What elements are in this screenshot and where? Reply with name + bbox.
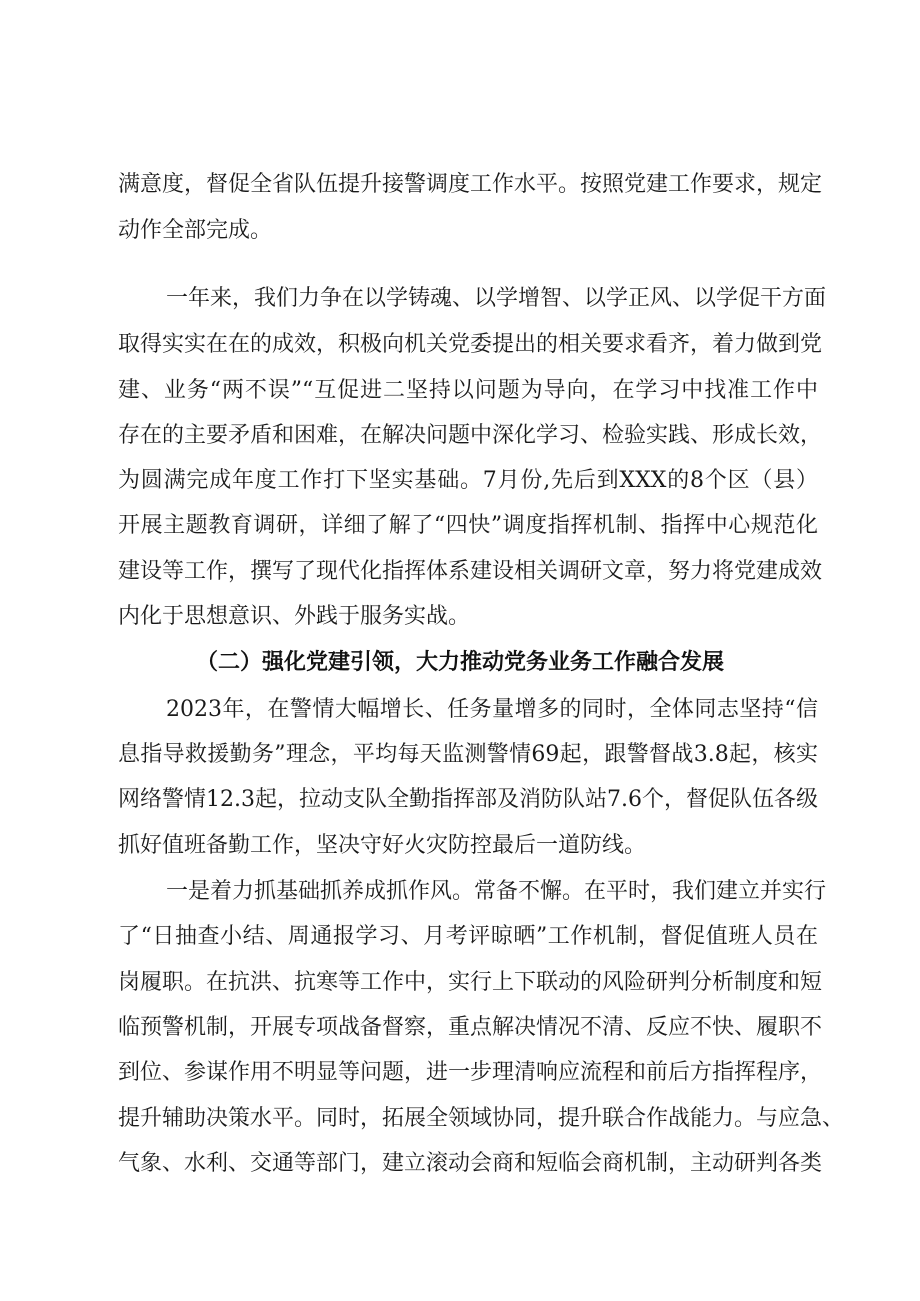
body-text-line: 为圆满完成年度工作打下坚实基础。7月份,先后到XXX的8个区（县） <box>118 468 818 493</box>
body-text-line: 抓好值班备勤工作，坚决守好火灾防控最后一道防线。 <box>118 833 647 858</box>
body-text-line: 息指导救援勤务”理念，平均每天监测警情69起，跟警督战3.8起，核实 <box>118 742 818 767</box>
body-text-line: 一年来，我们力争在以学铸魂、以学增智、以学正风、以学促干方面 <box>166 286 827 311</box>
body-text-line: 建、业务“两不误”“互促进二坚持以问题为导向，在学习中找准工作中 <box>118 378 818 403</box>
body-text-line: 临预警机制，开展专项战备督察，重点解决情况不清、反应不快、履职不 <box>118 1015 823 1040</box>
body-text-line: 岗履职。在抗洪、抗寒等工作中，实行上下联动的风险研判分析制度和短 <box>118 970 823 995</box>
body-text-line: 建设等工作，撰写了现代化指挥体系建设相关调研文章，努力将党建成效 <box>118 559 823 584</box>
body-text-line: 网络警情12.3起，拉动支队全勤指挥部及消防队站7.6个，督促队伍各级 <box>118 787 818 812</box>
body-text-line: 提升辅助决策水平。同时，拓展全领域协同，提升联合作战能力。与应急、 <box>118 1106 845 1131</box>
body-text-line: 到位、参谋作用不明显等问题，进一步理清响应流程和前后方指挥程序， <box>118 1060 823 1085</box>
body-text-line: 满意度，督促全省队伍提升接警调度工作水平。按照党建工作要求，规定 <box>118 172 823 197</box>
body-text-line: 内化于思想意识、外践于服务实战。 <box>118 604 471 629</box>
body-text-line: 开展主题教育调研，详细了解了“四快”调度指挥机制、指挥中心规范化 <box>118 513 818 538</box>
body-text-line: 了“日抽查小结、周通报学习、月考评晾晒”工作机制，督促值班人员在 <box>118 924 818 949</box>
body-text-line: 动作全部完成。 <box>118 218 273 243</box>
body-text-line: 气象、水利、交通等部门，建立滚动会商和短临会商机制，主动研判各类 <box>118 1151 823 1176</box>
body-text-line: 存在的主要矛盾和困难，在解决问题中深化学习、检验实践、形成长效， <box>118 423 823 448</box>
body-text-line: 一是着力抓基础抓养成抓作风。常备不懈。在平时，我们建立并实行 <box>166 879 827 904</box>
body-text-line: 取得实实在在的成效，积极向机关党委提出的相关要求看齐，着力做到党 <box>118 332 823 357</box>
section-heading: （二）强化党建引领，大力推动党务业务工作融合发展 <box>195 650 724 675</box>
body-text-line: 2023年，在警情大幅增长、任务量增多的同时，全体同志坚持“信 <box>166 697 818 722</box>
